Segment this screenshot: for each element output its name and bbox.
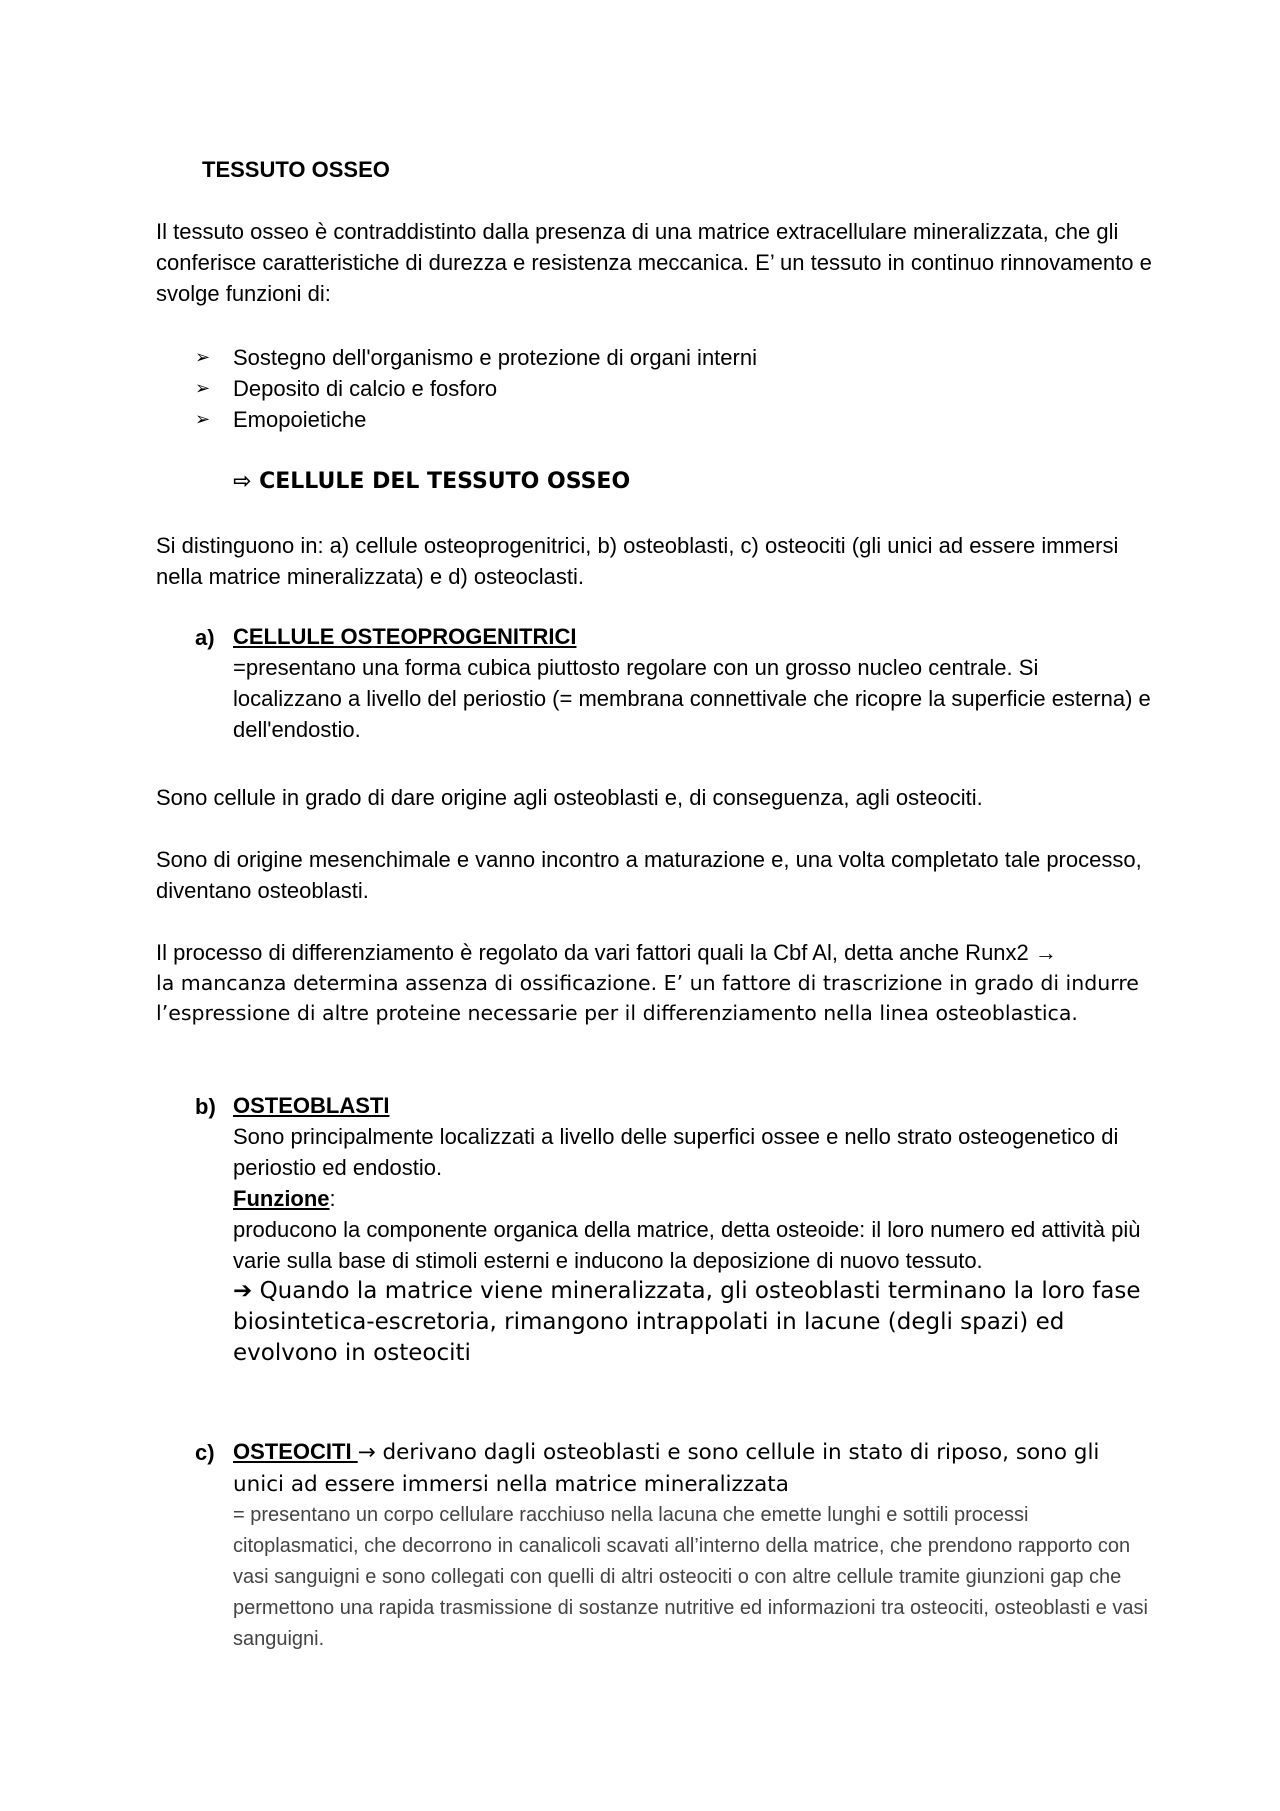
item-c-description: = presentano un corpo cellulare racchiuso nella lacuna che emette lunghi e sottili processi citoplasmatici, che decorrono in canalicoli scavati all’interno della matrice, che prendono rapporto con vasi sanguigni e sono collegati con quelli di altri osteociti o con altre cellule tramite giunzioni gap che permettono una rapida trasmissione di sostanze nutritive ed informazioni tra osteociti, osteoblasti e vasi sanguigni.	[233, 1504, 1148, 1650]
item-a-heading: CELLULE OSTEOPROGENITRICI	[233, 624, 577, 649]
item-b-function-label-row	[233, 1183, 1153, 1214]
item-letter-b: b)	[195, 1094, 216, 1119]
list-item	[195, 404, 757, 435]
list-item-text: Deposito di calcio e fosforo	[233, 376, 498, 401]
item-letter-c: c)	[195, 1440, 215, 1465]
arrowhead-bullet-icon: ➢	[195, 347, 211, 368]
item-c-heading: OSTEOCITI	[233, 1439, 358, 1464]
list-item-text: Sostegno dell'organismo e protezione di organi interni	[233, 345, 757, 370]
item-c-heading-row	[233, 1436, 1153, 1500]
item-b-function-text: producono la componente organica della matrice, detta osteoide: il loro numero ed attività più varie sulla base di stimoli esterni e inducono la deposizione di nuovo tessuto.	[233, 1217, 1141, 1273]
item-b-note: ➔ Quando la matrice viene mineralizzata, gli osteoblasti terminano la loro fase biosintetica-escretoria, rimangono intrappolati in lacune (degli spazi) ed evolvono in osteociti	[233, 1278, 1141, 1366]
origin-paragraph-2: Sono di origine mesenchimale e vanno incontro a maturazione e, una volta completato tale processo, diventano osteoblasti.	[156, 847, 1142, 903]
item-b-function-colon: :	[329, 1186, 336, 1211]
item-a-description: =presentano una forma cubica piuttosto regolare con un grosso nucleo centrale. Si localizzano a livello del periostio (= membrana connettivale che ricopre la superficie esterna) e dell'endostio.	[233, 655, 1151, 742]
intro-paragraph: Il tessuto osseo è contraddistinto dalla presenza di una matrice extracellulare mineralizzata, che gli conferisce caratteristiche di durezza e resistenza meccanica. E’ un tessuto in continuo rinnovamento e svolge funzioni di:	[156, 219, 1152, 306]
differentiation-paragraph-lead: Il processo di differenziamento è regolato da vari fattori quali la Cbf Al, detta anche Runx2 →	[156, 940, 1057, 965]
item-a-osteoprogenitors	[233, 621, 1153, 745]
item-b-location: Sono principalmente localizzati a livello delle superfici ossee e nello strato osteogenetico di periostio ed endostio.	[233, 1124, 1119, 1180]
item-c-osteocytes	[233, 1436, 1153, 1655]
functions-list	[195, 342, 757, 435]
list-item-text: Emopoietiche	[233, 407, 367, 432]
item-b-function-label: Funzione	[233, 1186, 330, 1211]
item-b-osteoblasts	[233, 1090, 1153, 1369]
document-title: TESSUTO OSSEO	[202, 157, 390, 182]
list-item	[195, 373, 757, 404]
item-c-lead: → derivano dagli osteoblasti e sono cellule in stato di riposo, sono gli unici ad essere immersi nella matrice mineralizzata	[233, 1440, 1100, 1497]
item-b-heading: OSTEOBLASTI	[233, 1093, 390, 1118]
section-intro-paragraph: Si distinguono in: a) cellule osteoprogenitrici, b) osteoblasti, c) osteociti (gli unici ad essere immersi nella matrice mineralizzata) e d) osteoclasti.	[156, 533, 1119, 589]
arrowhead-bullet-icon: ➢	[195, 409, 211, 430]
list-item	[195, 342, 757, 373]
differentiation-paragraph	[156, 937, 1156, 1028]
item-letter-a: a)	[195, 625, 215, 650]
origin-paragraph-1: Sono cellule in grado di dare origine agli osteoblasti e, di conseguenza, agli osteociti.	[156, 785, 983, 810]
section-heading: ⇨ CELLULE DEL TESSUTO OSSEO	[233, 469, 631, 494]
arrowhead-bullet-icon: ➢	[195, 378, 211, 399]
differentiation-paragraph-rest: la mancanza determina assenza di ossificazione. E’ un fattore di trascrizione in grado di indurre l’espressione di altre proteine necessarie per il differenziamento nella linea osteoblastica.	[156, 971, 1139, 1025]
